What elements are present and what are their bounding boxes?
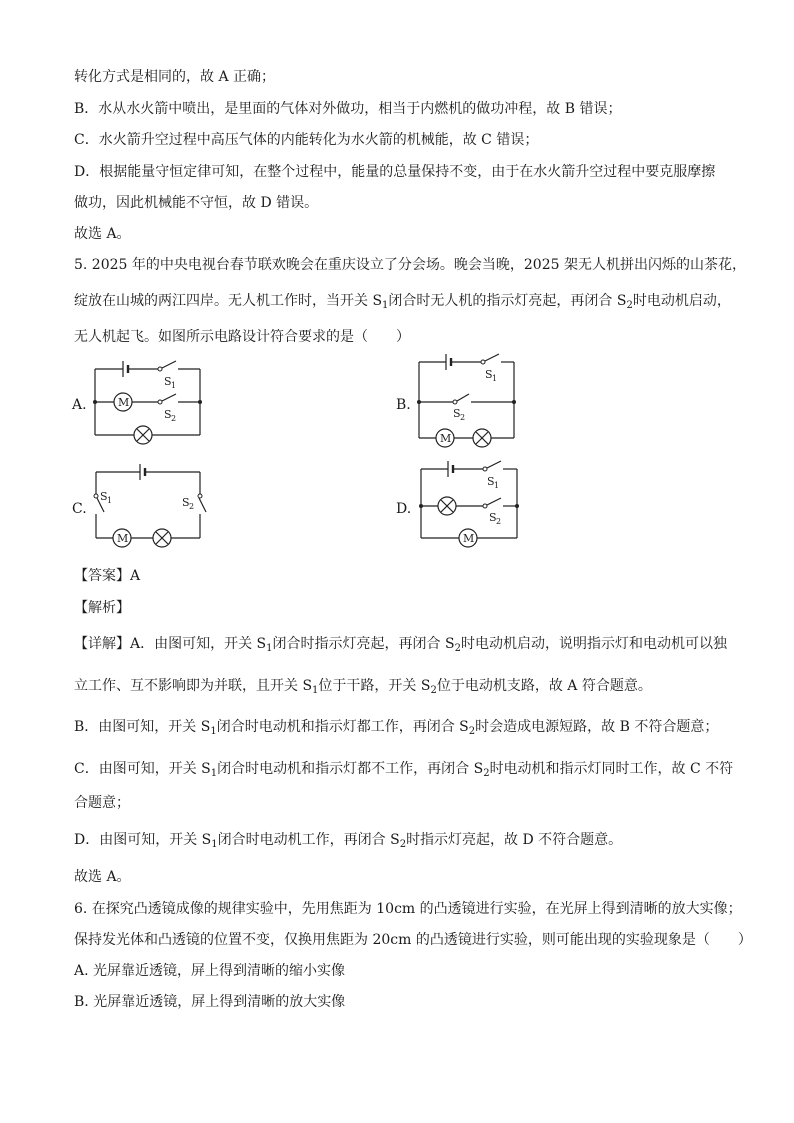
svg-text:2: 2 (171, 414, 177, 423)
text-span: B．由图可知，开关 S (74, 719, 211, 735)
question-5-line-1: 5. 2025 年的中央电视台春节联欢晚会在重庆设立了分会场。晚会当晚，2025 架无人机拼出闪烁的山茶花， (74, 257, 746, 273)
text-span: 时电动机和指示灯同时工作，故 C 不符 (489, 761, 734, 777)
text-span: 时会造成电源短路，故 B 不符合题意； (475, 719, 719, 735)
answer-line (74, 567, 140, 585)
subscript: 1 (210, 768, 218, 779)
svg-text:1: 1 (171, 381, 177, 390)
detail-line: 合题意； (74, 795, 130, 811)
text-span: 闭合时指示灯亮起，再闭合 S (272, 636, 455, 652)
option-d-label: D. (396, 501, 412, 517)
subscript: 2 (430, 685, 437, 696)
question-6-line-1: 6. 在探究凸透镜成像的规律实验中，先用焦距为 10cm 的凸透镜进行实验，在光屏上得到清晰的放大实像； (74, 901, 742, 917)
question-5-line-2 (74, 292, 731, 310)
svg-text:S: S (100, 490, 108, 503)
svg-text:S: S (489, 511, 497, 524)
text-span: 闭合时电动机和指示灯都不工作，再闭合 S (217, 761, 484, 777)
text-line: 故选 A。 (74, 226, 131, 242)
circuit-diagram-c (90, 462, 220, 552)
svg-text:M: M (463, 532, 475, 545)
svg-text:M: M (118, 396, 130, 409)
subscript: 1 (211, 839, 218, 850)
text-span: 位于电动机支路，故 A 符合题意。 (436, 678, 652, 694)
detail-line (74, 677, 652, 695)
svg-text:S: S (182, 496, 190, 509)
text-span: 时电动机启动，说明指示灯和电动机可以独 (460, 636, 727, 652)
svg-text:1: 1 (492, 374, 498, 383)
subscript: 1 (210, 726, 217, 737)
text-line: B．水从水火箭中喷出，是里面的气体对外做功，相当于内燃机的做功冲程，故 B 错误； (74, 101, 622, 117)
text-span: 闭合时电动机工作，再闭合 S (217, 832, 400, 848)
detail-line (74, 635, 727, 653)
svg-text:2: 2 (189, 502, 195, 511)
text-span: D．由图可知，开关 S (74, 832, 212, 848)
svg-text:2: 2 (460, 413, 466, 422)
subscript: 1 (312, 685, 319, 696)
question-6-line-2: 保持发光体和凸透镜的位置不变，仅换用焦距为 20cm 的凸透镜进行实验，则可能出现的实验现象是（ ） (74, 932, 752, 948)
answer-label: 【答案】 (74, 568, 130, 584)
detail-line: 故选 A。 (74, 869, 131, 885)
subscript: 2 (399, 839, 407, 850)
detail-line (74, 831, 622, 849)
svg-text:M: M (440, 432, 452, 445)
question-5-line-3: 无人机起飞。如图所示电路设计符合要求的是（ ） (74, 329, 410, 345)
svg-text:S: S (164, 375, 172, 388)
analysis-label: 【解析】 (74, 600, 130, 616)
option-a-label: A. (72, 397, 87, 413)
text-span: 闭合时电动机和指示灯都工作，再闭合 S (216, 719, 469, 735)
svg-text:1: 1 (107, 496, 113, 505)
circuit-diagram-b (413, 352, 523, 452)
svg-text:S: S (485, 368, 493, 381)
circuit-diagram-a (90, 355, 220, 445)
text-span: 闭合时无人机的指示灯亮起，再闭合 S (388, 293, 627, 309)
detail-line (74, 718, 718, 736)
text-span: 绽放在山城的两江四岸。无人机工作时，当开关 S (74, 293, 383, 309)
text-span: 【详解】A．由图可知，开关 S (74, 636, 267, 652)
svg-text:2: 2 (496, 517, 502, 526)
subscript: 2 (454, 643, 461, 654)
svg-text:1: 1 (494, 481, 500, 490)
text-span: 时电动机启动， (632, 293, 731, 309)
option-c-label: C. (72, 501, 87, 517)
text-line: D．根据能量守恒定律可知，在整个过程中，能量的总量保持不变，由于在水火箭升空过程中要克服摩擦 (74, 164, 716, 180)
subscript: 1 (266, 643, 273, 654)
option-b-label: B. (396, 397, 411, 413)
text-span: 立工作、互不影响即为并联，且开关 S (74, 678, 313, 694)
svg-text:S: S (487, 475, 495, 488)
subscript: 2 (626, 300, 633, 311)
svg-text:S: S (453, 407, 461, 420)
svg-text:S: S (164, 408, 172, 421)
text-line: 转化方式是相同的，故 A 正确； (74, 69, 276, 85)
question-6-option-a: A. 光屏靠近透镜，屏上得到清晰的缩小实像 (74, 963, 346, 979)
subscript: 2 (468, 726, 476, 737)
text-line: 做功，因此机械能不守恒，故 D 错误。 (74, 195, 319, 211)
text-span: 时指示灯亮起，故 D 不符合题意。 (406, 832, 623, 848)
subscript: 1 (382, 300, 389, 311)
question-6-option-b: B. 光屏靠近透镜，屏上得到清晰的放大实像 (74, 994, 346, 1010)
svg-text:M: M (117, 532, 129, 545)
circuit-diagram-d (413, 458, 533, 558)
answer-value: A (130, 568, 141, 584)
subscript: 2 (483, 768, 490, 779)
detail-line (74, 760, 733, 778)
text-span: C．由图可知，开关 S (74, 761, 211, 777)
text-span: 位于干路，开关 S (318, 678, 431, 694)
text-line: C．水火箭升空过程中高压气体的内能转化为水火箭的机械能，故 C 错误； (74, 132, 539, 148)
